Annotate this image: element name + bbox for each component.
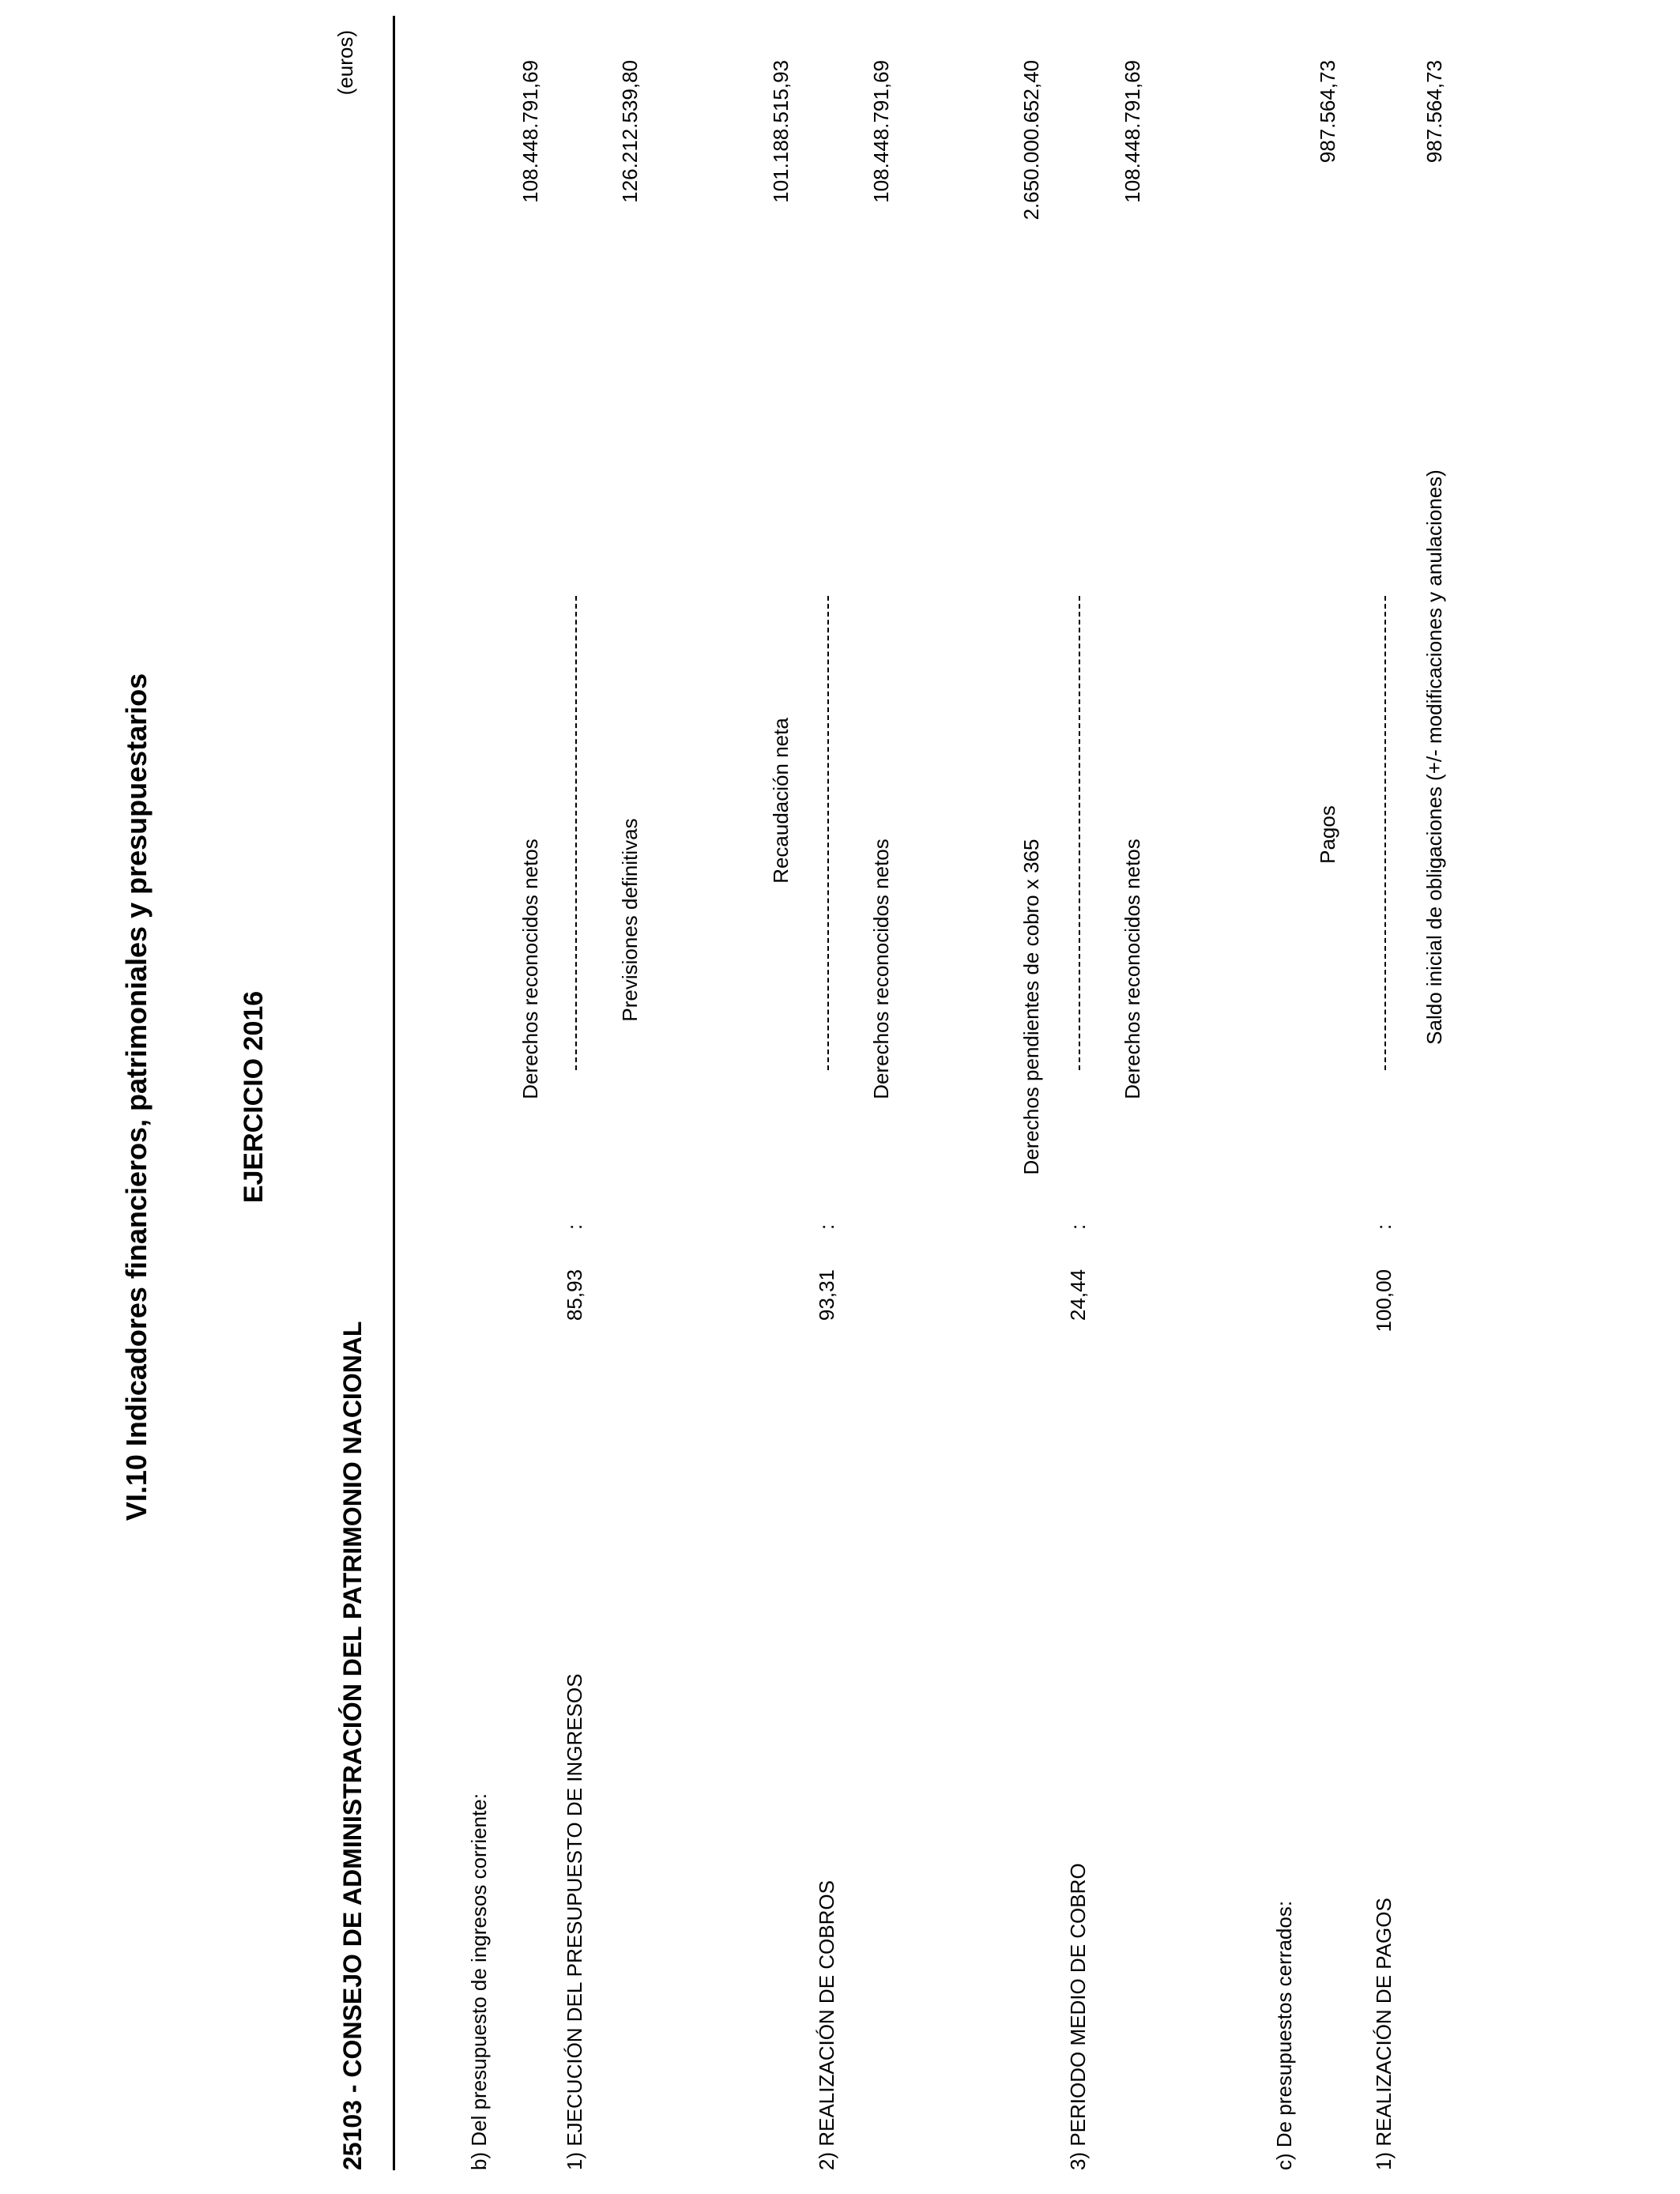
indicator-value: 93,31: [815, 1269, 838, 1321]
ejercicio-heading: EJERCICIO 2016: [239, 990, 269, 1204]
denominator-value: 126.212.539,80: [618, 60, 642, 203]
denominator-value: 108.448.791,69: [869, 60, 893, 203]
header-rule: [393, 16, 395, 2170]
denominator-label: Previsiones definitivas: [618, 818, 642, 1022]
page-title: VI.10 Indicadores financieros, patrimoniales y presupuestarios: [120, 673, 153, 1521]
indicator-separator: :: [1372, 1223, 1396, 1230]
numerator-label: Recaudación neta: [769, 718, 793, 884]
indicator-label: 1) REALIZACIÓN DE PAGOS: [1372, 1898, 1396, 2170]
indicator-separator: :: [563, 1223, 586, 1230]
numerator-label: Derechos pendientes de cobro x 365: [1019, 839, 1043, 1175]
indicator-value: 24,44: [1066, 1269, 1090, 1321]
indicator-label: 1) EJECUCIÓN DEL PRESUPUESTO DE INGRESOS: [563, 1673, 586, 2170]
numerator-value: 108.448.791,69: [518, 60, 542, 203]
indicator-label: 3) PERIODO MEDIO DE COBRO: [1066, 1863, 1090, 2170]
indicator-label: 2) REALIZACIÓN DE COBROS: [815, 1880, 838, 2170]
denominator-value: 987.564,73: [1422, 60, 1446, 164]
numerator-value: 101.188.515,93: [769, 60, 793, 203]
section-c-heading: c) De presupuestos cerrados:: [1272, 1900, 1296, 2170]
indicator-separator: :: [1066, 1223, 1090, 1230]
indicator-separator: :: [815, 1223, 838, 1230]
units-label: (euros): [333, 30, 357, 96]
denominator-label: Derechos reconocidos netos: [1121, 839, 1144, 1099]
numerator-label: Pagos: [1316, 805, 1339, 864]
section-b-heading: b) Del presupuesto de ingresos corriente:: [467, 1793, 491, 2170]
numerator-value: 2.650.000.652,40: [1019, 60, 1043, 221]
fraction-line: [827, 596, 829, 1070]
entity-heading: 25103 - CONSEJO DE ADMINISTRACIÓN DEL PATRIMONIO NACIONAL: [338, 1321, 367, 2170]
denominator-label: Saldo inicial de obligaciones (+/- modificaciones y anulaciones): [1422, 469, 1446, 1045]
indicator-value: 100,00: [1372, 1269, 1396, 1333]
denominator-value: 108.448.791,69: [1121, 60, 1144, 203]
indicator-value: 85,93: [563, 1269, 586, 1321]
denominator-label: Derechos reconocidos netos: [869, 839, 893, 1099]
numerator-label: Derechos reconocidos netos: [518, 839, 542, 1099]
numerator-value: 987.564,73: [1316, 60, 1339, 164]
fraction-line: [575, 596, 577, 1070]
fraction-line: [1079, 596, 1080, 1070]
fraction-line: [1384, 596, 1386, 1070]
